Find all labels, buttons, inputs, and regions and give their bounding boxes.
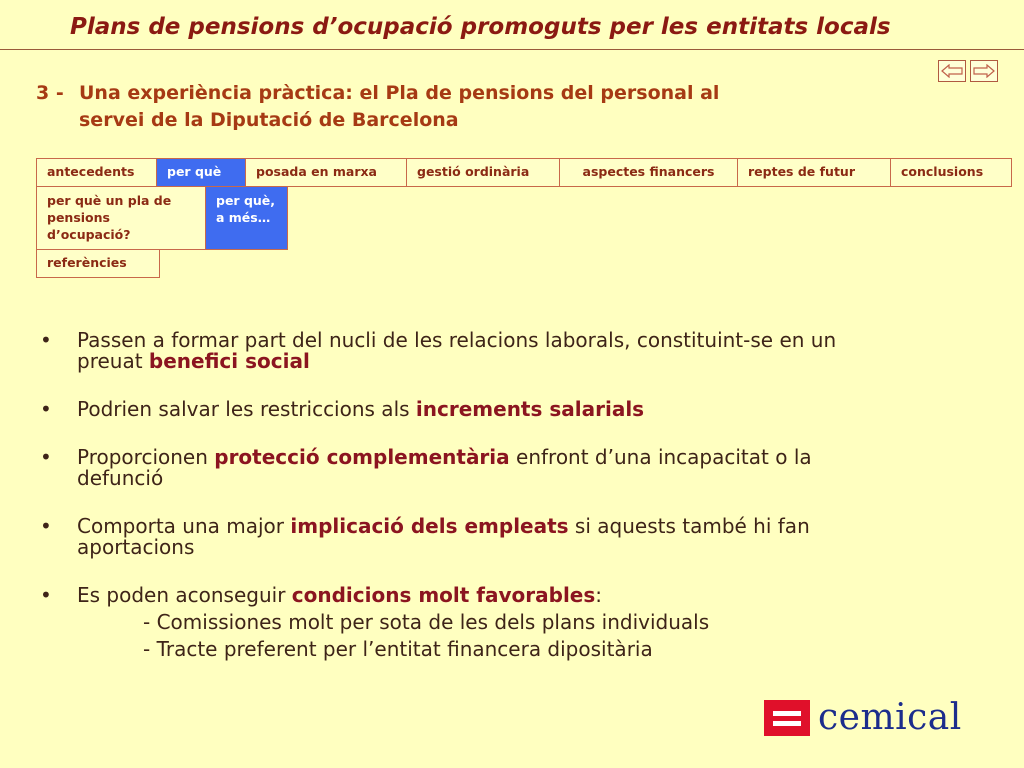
bullet-dot: • [40,583,52,607]
nav-arrows [938,60,998,82]
sub-item: - Tracte preferent per l’entitat financera dipositària [143,637,653,661]
subtab-per-que-a-mes[interactable]: per què, a més… [206,186,288,250]
tab-antecedents[interactable]: antecedents [36,158,157,187]
tab-per-que[interactable]: per què [157,158,246,187]
highlight: protecció complementària [214,445,510,469]
logo-text: cemical [818,697,962,738]
tab-aspectes-financers[interactable]: aspectes financers [560,158,738,187]
highlight: condicions molt favorables [291,583,596,607]
main-tabs [36,158,1012,187]
sub-tabs [36,186,288,250]
list-item: • Proporcionen protecció complementària enfront d’una incapacitat o la defunció [40,445,812,490]
sub-item: - Comissiones molt per sota de les dels plans individuals [143,610,710,634]
list-item: • Comporta una major implicació dels empleats si aquests també hi fan aportacions [40,514,810,559]
highlight: increments salarials [415,397,645,421]
list-item: • Passen a formar part del nucli de les relacions laborals, constituint-se en un preuat benefici social [40,328,837,373]
forward-arrow-icon[interactable] [970,60,998,82]
bullet-dot: • [40,445,52,469]
highlight: benefici social [148,349,310,373]
tab-referencies[interactable]: referències [36,249,160,278]
tab-posada-en-marxa[interactable]: posada en marxa [246,158,407,187]
bullet-dot: • [40,328,52,352]
bullet-dot: • [40,514,52,538]
tab-gestio-ordinaria[interactable]: gestió ordinària [407,158,560,187]
highlight: implicació dels empleats [290,514,569,538]
section-title [36,80,896,134]
back-arrow-icon[interactable] [938,60,966,82]
section-number: 3 - [36,82,64,104]
subtab-per-que-pla-pensions[interactable]: per què un pla de pensions d’ocupació? [36,186,206,250]
tab-conclusions[interactable]: conclusions [891,158,1012,187]
logo-equals-icon [764,700,810,736]
bullet-dot: • [40,397,52,421]
cemical-logo [764,697,962,738]
title-divider [0,49,1024,50]
page-title: Plans de pensions d’ocupació promoguts per les entitats locals [70,14,891,40]
list-item: • Es poden aconseguir condicions molt favorables: - Comissiones molt per sota de les dels plans individuals - Tracte preferent per l’entitat financera dipositària [38,585,898,660]
section-title-line1: Una experiència pràctica: el Pla de pensions del personal al [79,82,720,104]
tab-reptes-de-futur[interactable]: reptes de futur [738,158,891,187]
bullet-list [38,330,898,687]
list-item: • Podrien salvar les restriccions als increments salarials [40,397,645,421]
section-title-line2: servei de la Diputació de Barcelona [79,109,459,131]
